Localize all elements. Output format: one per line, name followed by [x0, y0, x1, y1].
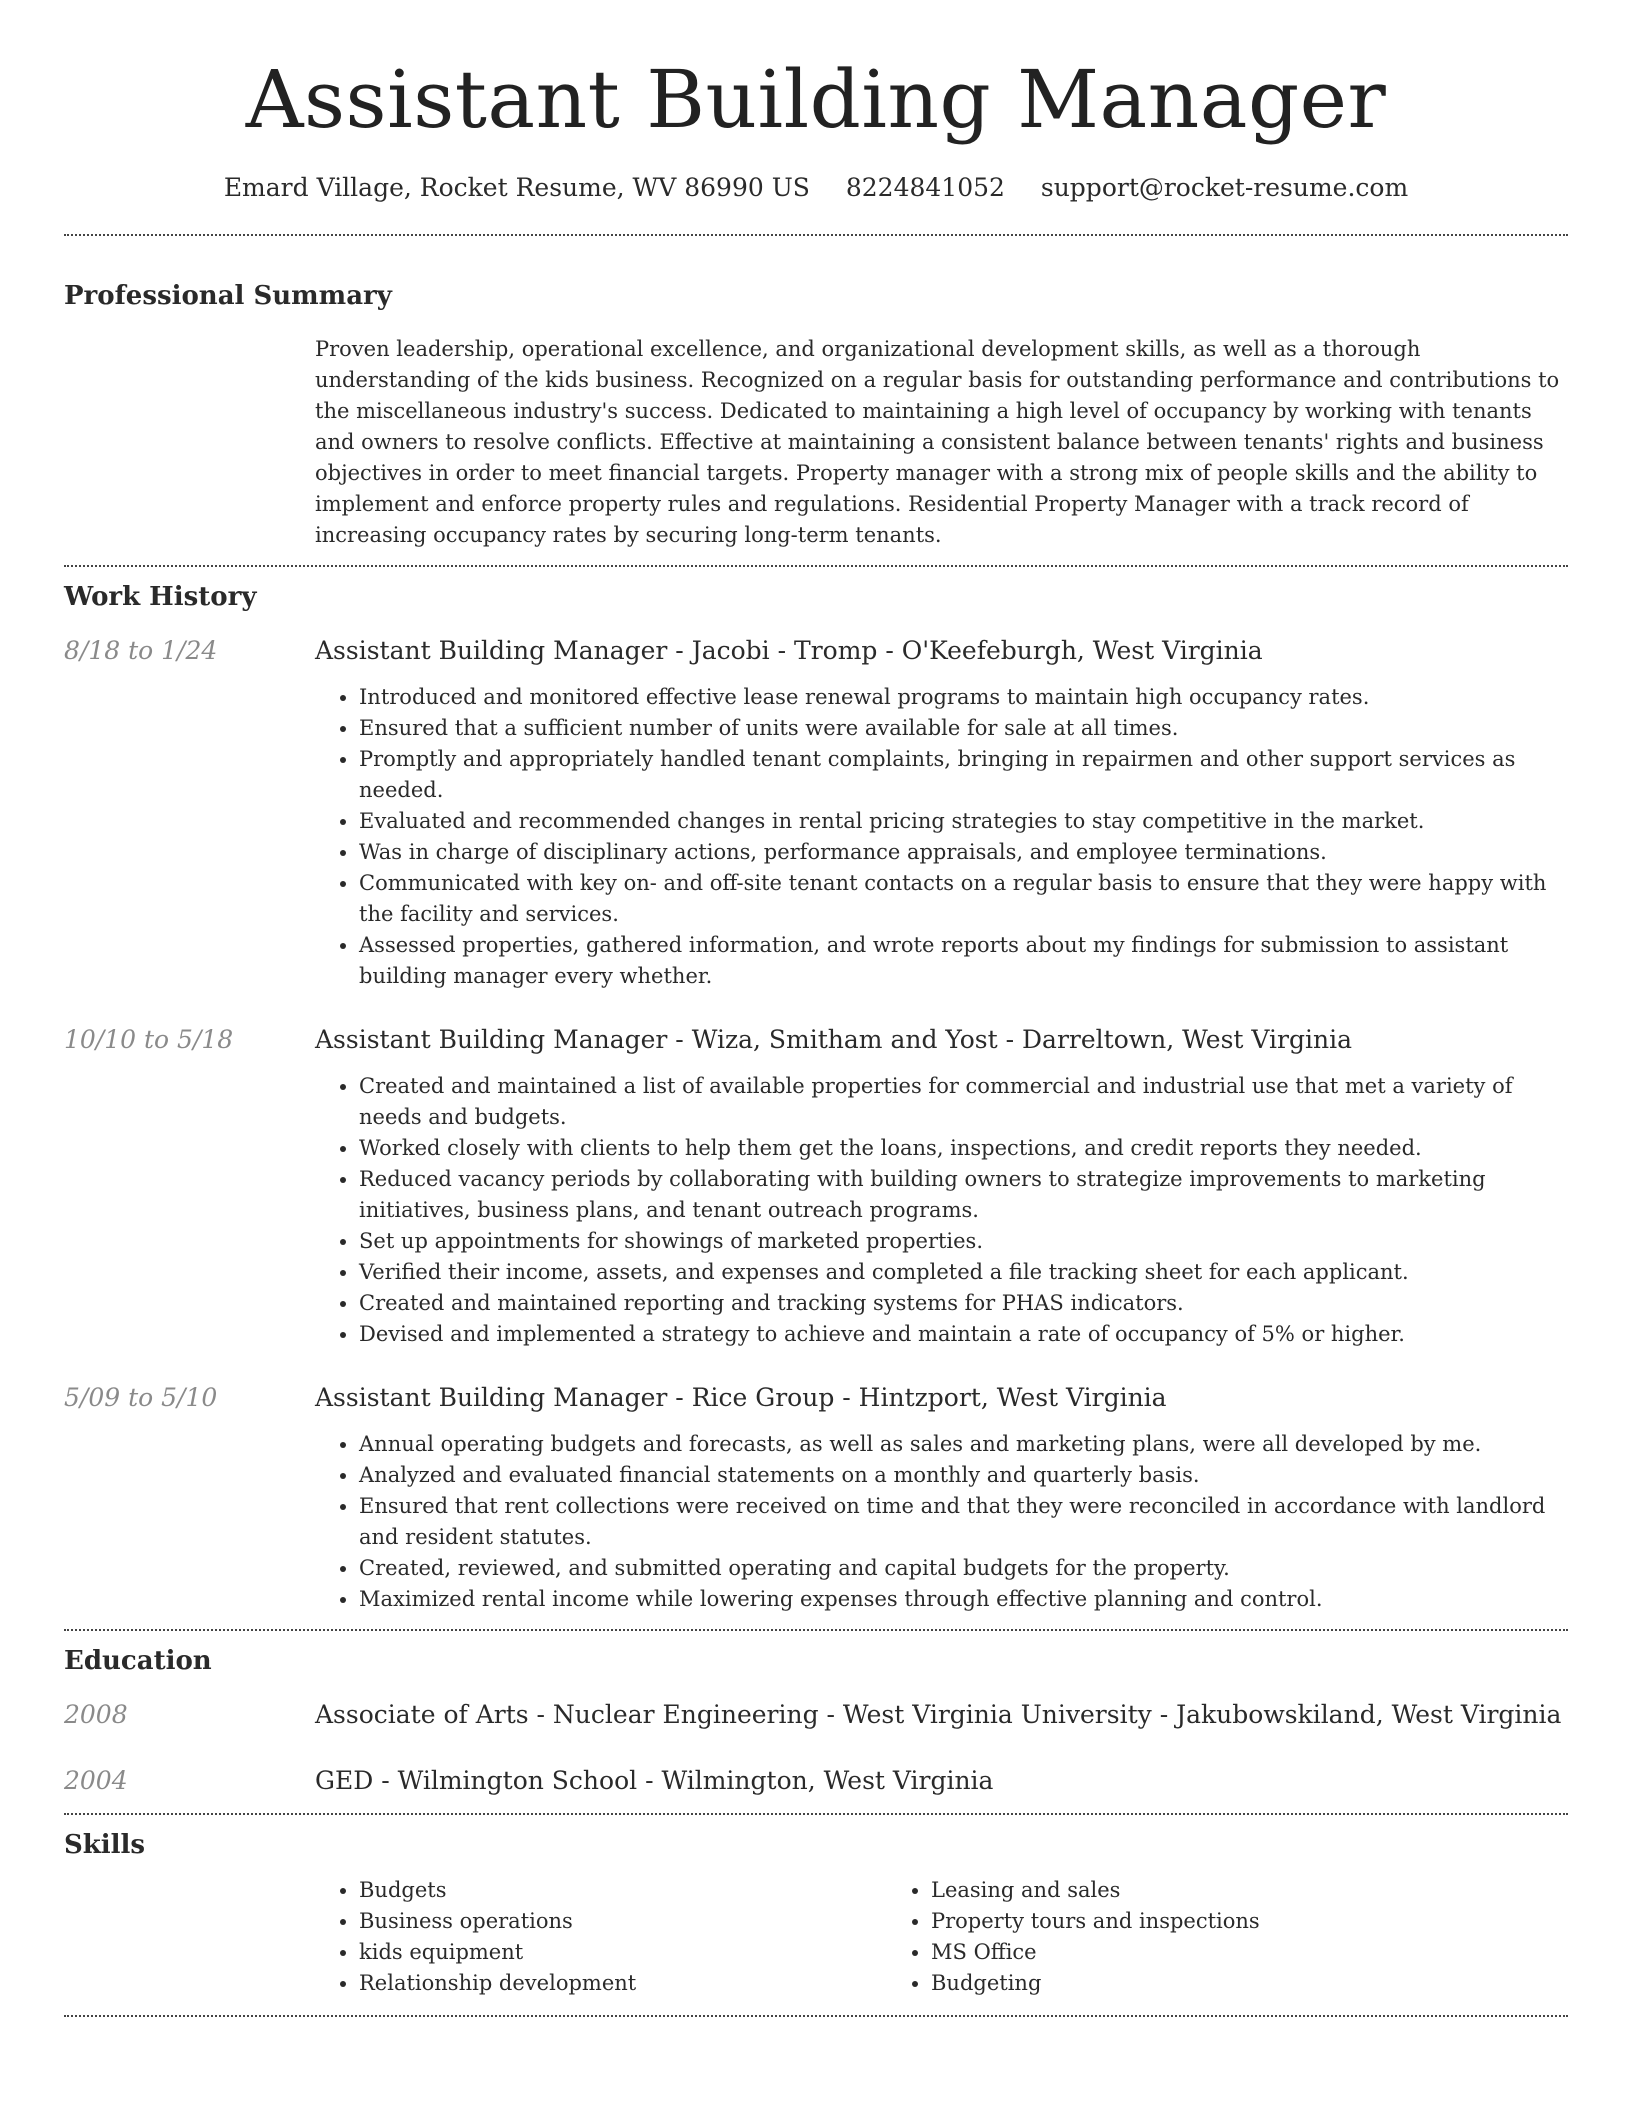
job-bullet: • Evaluated and recommended changes in rental pricing strategies to stay competitive in the market.: [359, 806, 1568, 837]
job-bullet: • Worked closely with clients to help them get the loans, inspections, and credit reports they needed.: [359, 1133, 1568, 1164]
section-title-education: Education: [64, 1646, 212, 1676]
job-heading: Assistant Building Manager - Rice Group - Hintzport, West Virginia: [315, 1383, 1167, 1412]
job-bullet: • Set up appointments for showings of marketed properties.: [359, 1226, 1568, 1257]
skill-item: • Budgets: [359, 1875, 887, 1906]
skills-list-left: [315, 1875, 887, 1999]
contact-phone: 8224841052: [845, 173, 1005, 202]
job-bullet: • Devised and implemented a strategy to achieve and maintain a rate of occupancy of 5% or higher.: [359, 1319, 1568, 1350]
education-entry: [64, 1763, 1568, 1799]
job-bullet: • Annual operating budgets and forecasts, as well as sales and marketing plans, were all developed by me.: [359, 1429, 1568, 1460]
skill-item: • Leasing and sales: [931, 1875, 1459, 1906]
contact-line: [64, 172, 1568, 204]
job-bullet: • Assessed properties, gathered information, and wrote reports about my findings for submission to assistant building manager every whether.: [359, 930, 1568, 992]
job-heading: Assistant Building Manager - Wiza, Smitham and Yost - Darreltown, West Virginia: [315, 1025, 1352, 1054]
education-entry: [64, 1697, 1568, 1733]
job-heading: Assistant Building Manager - Jacobi - Tromp - O'Keefeburgh, West Virginia: [315, 636, 1263, 665]
job-dates: 8/18 to 1/24: [64, 636, 218, 665]
skill-item: • kids equipment: [359, 1937, 887, 1968]
skills-section: [64, 1815, 1568, 2015]
job-bullet: • Verified their income, assets, and expenses and completed a file tracking sheet for each applicant.: [359, 1257, 1568, 1288]
divider: [64, 2015, 1568, 2017]
skill-item: • MS Office: [931, 1937, 1459, 1968]
job-entry: [64, 1380, 1568, 1615]
job-bullet: • Maximized rental income while lowering expenses through effective planning and control.: [359, 1584, 1568, 1615]
candidate-name: Assistant Building Manager: [245, 53, 1387, 146]
job-dates: 10/10 to 5/18: [64, 1025, 234, 1054]
contact-address: Emard Village, Rocket Resume, WV 86990 US: [223, 173, 810, 202]
job-bullet: • Was in charge of disciplinary actions, performance appraisals, and employee terminations.: [359, 837, 1568, 868]
education-year: 2008: [64, 1700, 128, 1729]
education-section: [64, 1631, 1568, 1813]
education-heading: GED - Wilmington School - Wilmington, West Virginia: [315, 1766, 994, 1795]
job-bullet: • Promptly and appropriately handled tenant complaints, bringing in repairmen and other support services as needed.: [359, 744, 1568, 806]
education-year: 2004: [64, 1766, 128, 1795]
job-bullet: • Communicated with key on- and off-site tenant contacts on a regular basis to ensure that they were happy with the facility and services.: [359, 868, 1568, 930]
job-bullet: • Analyzed and evaluated financial statements on a monthly and quarterly basis.: [359, 1460, 1568, 1491]
job-bullet: • Ensured that rent collections were received on time and that they were reconciled in accordance with landlord and resident statutes.: [359, 1491, 1568, 1553]
skill-item: • Property tours and inspections: [931, 1906, 1459, 1937]
job-entry: [64, 1022, 1568, 1350]
job-bullet: • Created and maintained reporting and tracking systems for PHAS indicators.: [359, 1288, 1568, 1319]
job-bullet: • Created, reviewed, and submitted operating and capital budgets for the property.: [359, 1553, 1568, 1584]
job-bullet: • Reduced vacancy periods by collaborating with building owners to strategize improvements to marketing initiatives, business plans, and tenant outreach programs.: [359, 1164, 1568, 1226]
job-bullets: [315, 682, 1568, 992]
job-bullets: [315, 1429, 1568, 1615]
summary-section: [64, 236, 1568, 565]
job-bullet: • Ensured that a sufficient number of units were available for sale at all times.: [359, 713, 1568, 744]
job-entry: [64, 633, 1568, 992]
work-history-section: [64, 567, 1568, 1629]
contact-email: support@rocket-resume.com: [1040, 173, 1409, 202]
job-bullets: [315, 1071, 1568, 1350]
skills-list-right: [887, 1875, 1459, 1999]
skills-columns: [315, 1875, 1568, 2015]
section-title-work: Work History: [64, 582, 257, 612]
section-title-summary: Professional Summary: [64, 281, 392, 311]
skill-item: • Relationship development: [359, 1968, 887, 1999]
skill-item: • Business operations: [359, 1906, 887, 1937]
job-dates: 5/09 to 5/10: [64, 1383, 218, 1412]
resume-header: [64, 0, 1568, 204]
education-heading: Associate of Arts - Nuclear Engineering - West Virginia University - Jakubowskiland, West Virginia: [315, 1700, 1562, 1729]
job-bullet: • Created and maintained a list of available properties for commercial and industrial use that met a variety of needs and budgets.: [359, 1071, 1568, 1133]
job-bullet: • Introduced and monitored effective lease renewal programs to maintain high occupancy rates.: [359, 682, 1568, 713]
section-title-skills: Skills: [64, 1830, 146, 1860]
summary-text: Proven leadership, operational excellence, and organizational development skills, as well as a thorough understanding of the kids business. Recognized on a regular basis for outstanding performance and contributions to the miscellaneous industry's success. Dedicated to maintaining a high level of occupancy by working with tenants and owners to resolve conflicts. Effective at maintaining a consistent balance between tenants' rights and business objectives in order to meet financial targets. Property manager with a strong mix of people skills and the ability to implement and enforce property rules and regulations. Residential Property Manager with a track record of increasing occupancy rates by securing long-term tenants.: [315, 337, 1560, 547]
skill-item: • Budgeting: [931, 1968, 1459, 1999]
